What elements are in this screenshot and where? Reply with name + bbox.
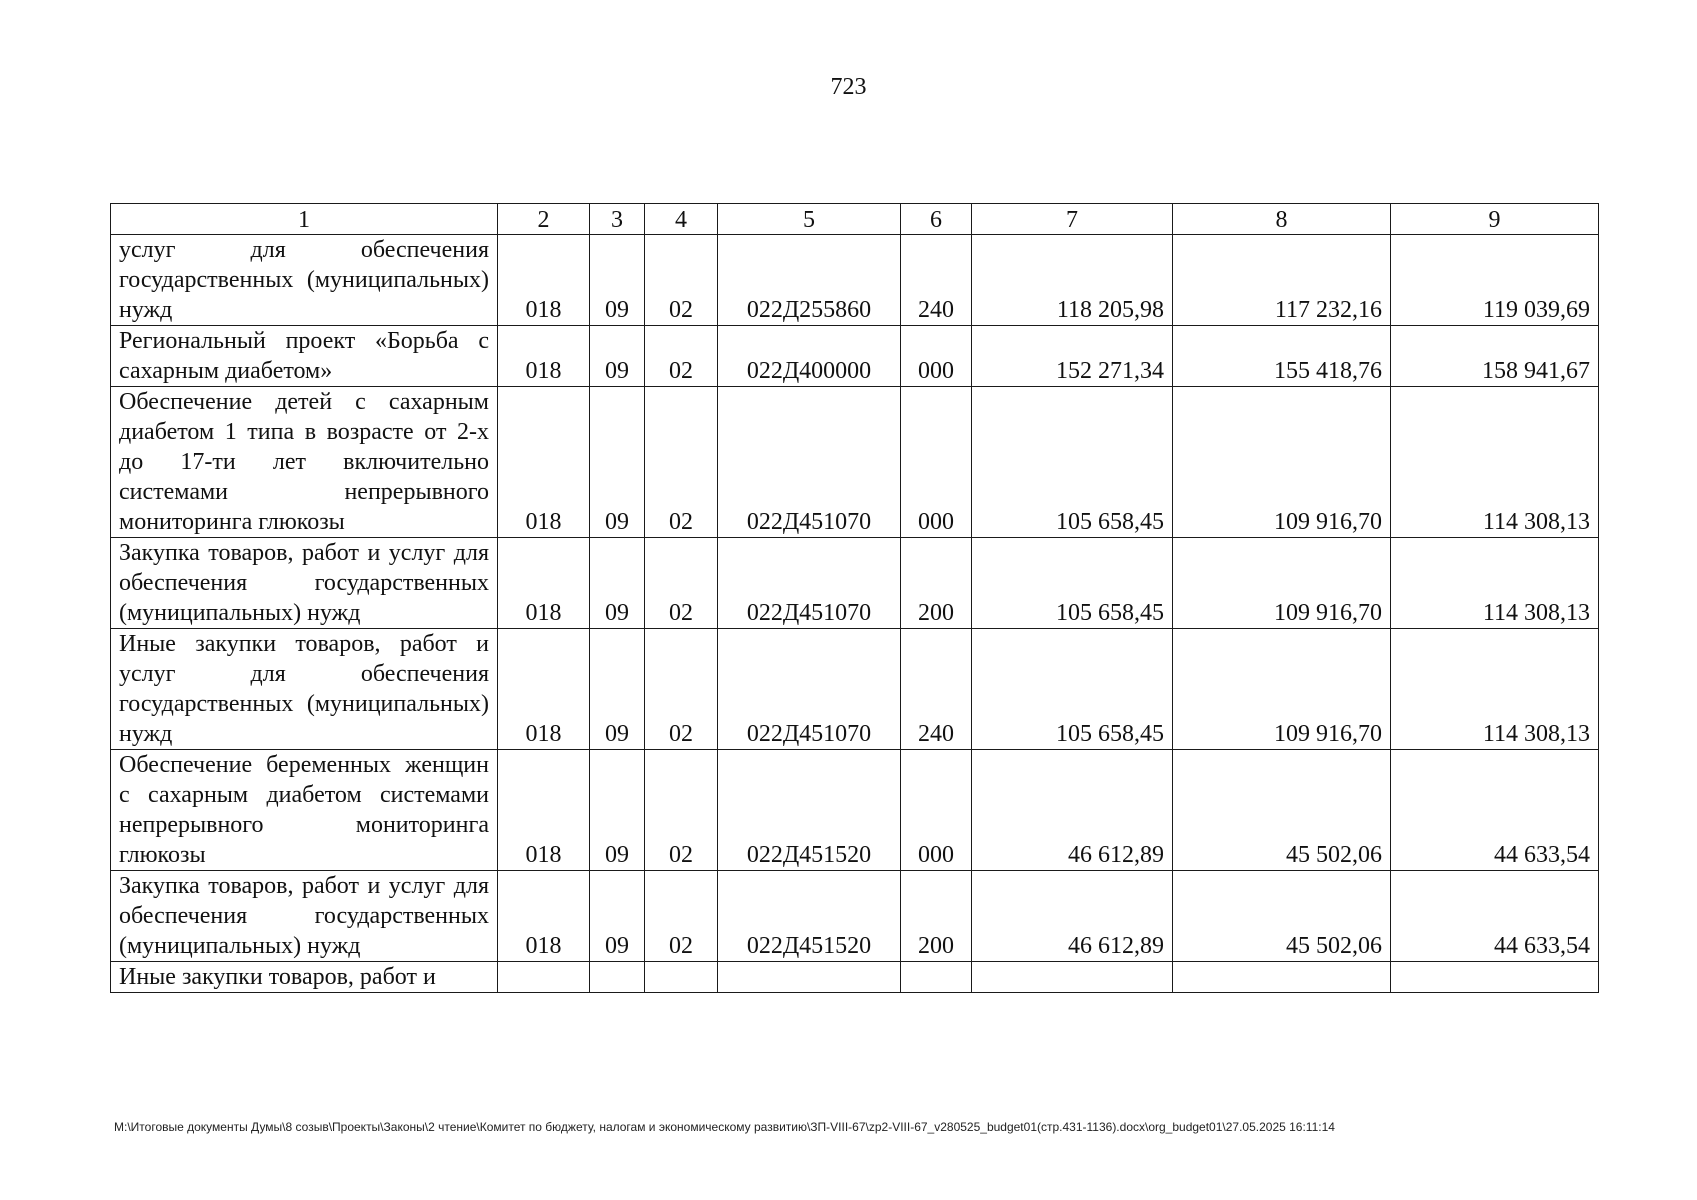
cell-amount-7: [972, 962, 1173, 993]
cell-target-article: 022Д451070: [718, 387, 901, 538]
cell-amount-9: 114 308,13: [1391, 629, 1599, 750]
table-row: [111, 235, 1599, 326]
cell-amount-8: 109 916,70: [1173, 629, 1391, 750]
cell-amount-7: 118 205,98: [972, 235, 1173, 326]
cell-section: 09: [590, 326, 645, 387]
table-row: [111, 962, 1599, 993]
cell-expense-type: 200: [901, 871, 972, 962]
cell-section: 09: [590, 750, 645, 871]
cell-amount-8: 109 916,70: [1173, 387, 1391, 538]
cell-expense-type: 000: [901, 326, 972, 387]
budget-table: [110, 203, 1599, 993]
cell-admin-code: [498, 962, 590, 993]
cell-section: 09: [590, 629, 645, 750]
cell-section: [590, 962, 645, 993]
cell-subsection: [645, 962, 718, 993]
row-description: Иные закупки товаров, работ и услуг для обеспечения государственных (муниципальных) нужд: [111, 629, 498, 750]
cell-expense-type: 240: [901, 629, 972, 750]
cell-admin-code: 018: [498, 871, 590, 962]
header-cell: 3: [590, 204, 645, 235]
cell-section: 09: [590, 387, 645, 538]
cell-admin-code: 018: [498, 629, 590, 750]
cell-target-article: [718, 962, 901, 993]
header-cell: 1: [111, 204, 498, 235]
table-row: [111, 629, 1599, 750]
table-row: [111, 326, 1599, 387]
cell-subsection: 02: [645, 629, 718, 750]
cell-amount-8: 109 916,70: [1173, 538, 1391, 629]
cell-amount-7: 105 658,45: [972, 629, 1173, 750]
cell-section: 09: [590, 235, 645, 326]
cell-admin-code: 018: [498, 750, 590, 871]
row-description: Закупка товаров, работ и услуг для обеспечения государственных (муниципальных) нужд: [111, 871, 498, 962]
row-description: Обеспечение детей с сахарным диабетом 1 типа в возрасте от 2-х до 17-ти лет включительно системами непрерывного мониторинга глюкозы: [111, 387, 498, 538]
header-cell: 6: [901, 204, 972, 235]
cell-amount-9: 158 941,67: [1391, 326, 1599, 387]
cell-admin-code: 018: [498, 235, 590, 326]
cell-amount-9: 119 039,69: [1391, 235, 1599, 326]
row-description: Региональный проект «Борьба с сахарным диабетом»: [111, 326, 498, 387]
cell-amount-7: 46 612,89: [972, 871, 1173, 962]
cell-amount-8: 45 502,06: [1173, 871, 1391, 962]
header-cell: 7: [972, 204, 1173, 235]
cell-target-article: 022Д255860: [718, 235, 901, 326]
cell-amount-8: [1173, 962, 1391, 993]
cell-amount-7: 152 271,34: [972, 326, 1173, 387]
cell-subsection: 02: [645, 326, 718, 387]
cell-admin-code: 018: [498, 387, 590, 538]
cell-target-article: 022Д451070: [718, 629, 901, 750]
row-description: Иные закупки товаров, работ и: [111, 962, 498, 993]
cell-target-article: 022Д451070: [718, 538, 901, 629]
cell-amount-9: 44 633,54: [1391, 750, 1599, 871]
table-row: [111, 871, 1599, 962]
cell-amount-9: [1391, 962, 1599, 993]
cell-amount-8: 117 232,16: [1173, 235, 1391, 326]
cell-section: 09: [590, 871, 645, 962]
cell-subsection: 02: [645, 235, 718, 326]
table-row: [111, 538, 1599, 629]
cell-amount-9: 114 308,13: [1391, 387, 1599, 538]
cell-subsection: 02: [645, 871, 718, 962]
cell-amount-9: 114 308,13: [1391, 538, 1599, 629]
cell-admin-code: 018: [498, 326, 590, 387]
cell-expense-type: 240: [901, 235, 972, 326]
cell-subsection: 02: [645, 750, 718, 871]
header-row: [111, 204, 1599, 235]
cell-expense-type: [901, 962, 972, 993]
cell-target-article: 022Д451520: [718, 750, 901, 871]
cell-expense-type: 000: [901, 750, 972, 871]
cell-target-article: 022Д400000: [718, 326, 901, 387]
header-cell: 2: [498, 204, 590, 235]
cell-subsection: 02: [645, 387, 718, 538]
page-number: 723: [830, 74, 867, 100]
cell-expense-type: 000: [901, 387, 972, 538]
header-cell: 9: [1391, 204, 1599, 235]
header-cell: 5: [718, 204, 901, 235]
cell-subsection: 02: [645, 538, 718, 629]
row-description: Обеспечение беременных женщин с сахарным диабетом системами непрерывного мониторинга глюкозы: [111, 750, 498, 871]
cell-amount-8: 155 418,76: [1173, 326, 1391, 387]
cell-amount-8: 45 502,06: [1173, 750, 1391, 871]
cell-amount-7: 46 612,89: [972, 750, 1173, 871]
cell-amount-7: 105 658,45: [972, 387, 1173, 538]
cell-amount-9: 44 633,54: [1391, 871, 1599, 962]
file-path-footer: M:\Итоговые документы Думы\8 созыв\Проекты\Законы\2 чтение\Комитет по бюджету, налогам и экономическому развитию\ЗП-VIII-67\zp2-VIII-67_v280525_budget01(стр.431-1136).docx\org_budget01\27.05.2025 16:11:14: [114, 1120, 1335, 1134]
cell-admin-code: 018: [498, 538, 590, 629]
row-description: Закупка товаров, работ и услуг для обеспечения государственных (муниципальных) нужд: [111, 538, 498, 629]
cell-expense-type: 200: [901, 538, 972, 629]
header-cell: 4: [645, 204, 718, 235]
cell-amount-7: 105 658,45: [972, 538, 1173, 629]
table-row: [111, 750, 1599, 871]
row-description: услуг для обеспечения государственных (муниципальных) нужд: [111, 235, 498, 326]
header-cell: 8: [1173, 204, 1391, 235]
table-row: [111, 387, 1599, 538]
cell-target-article: 022Д451520: [718, 871, 901, 962]
cell-section: 09: [590, 538, 645, 629]
